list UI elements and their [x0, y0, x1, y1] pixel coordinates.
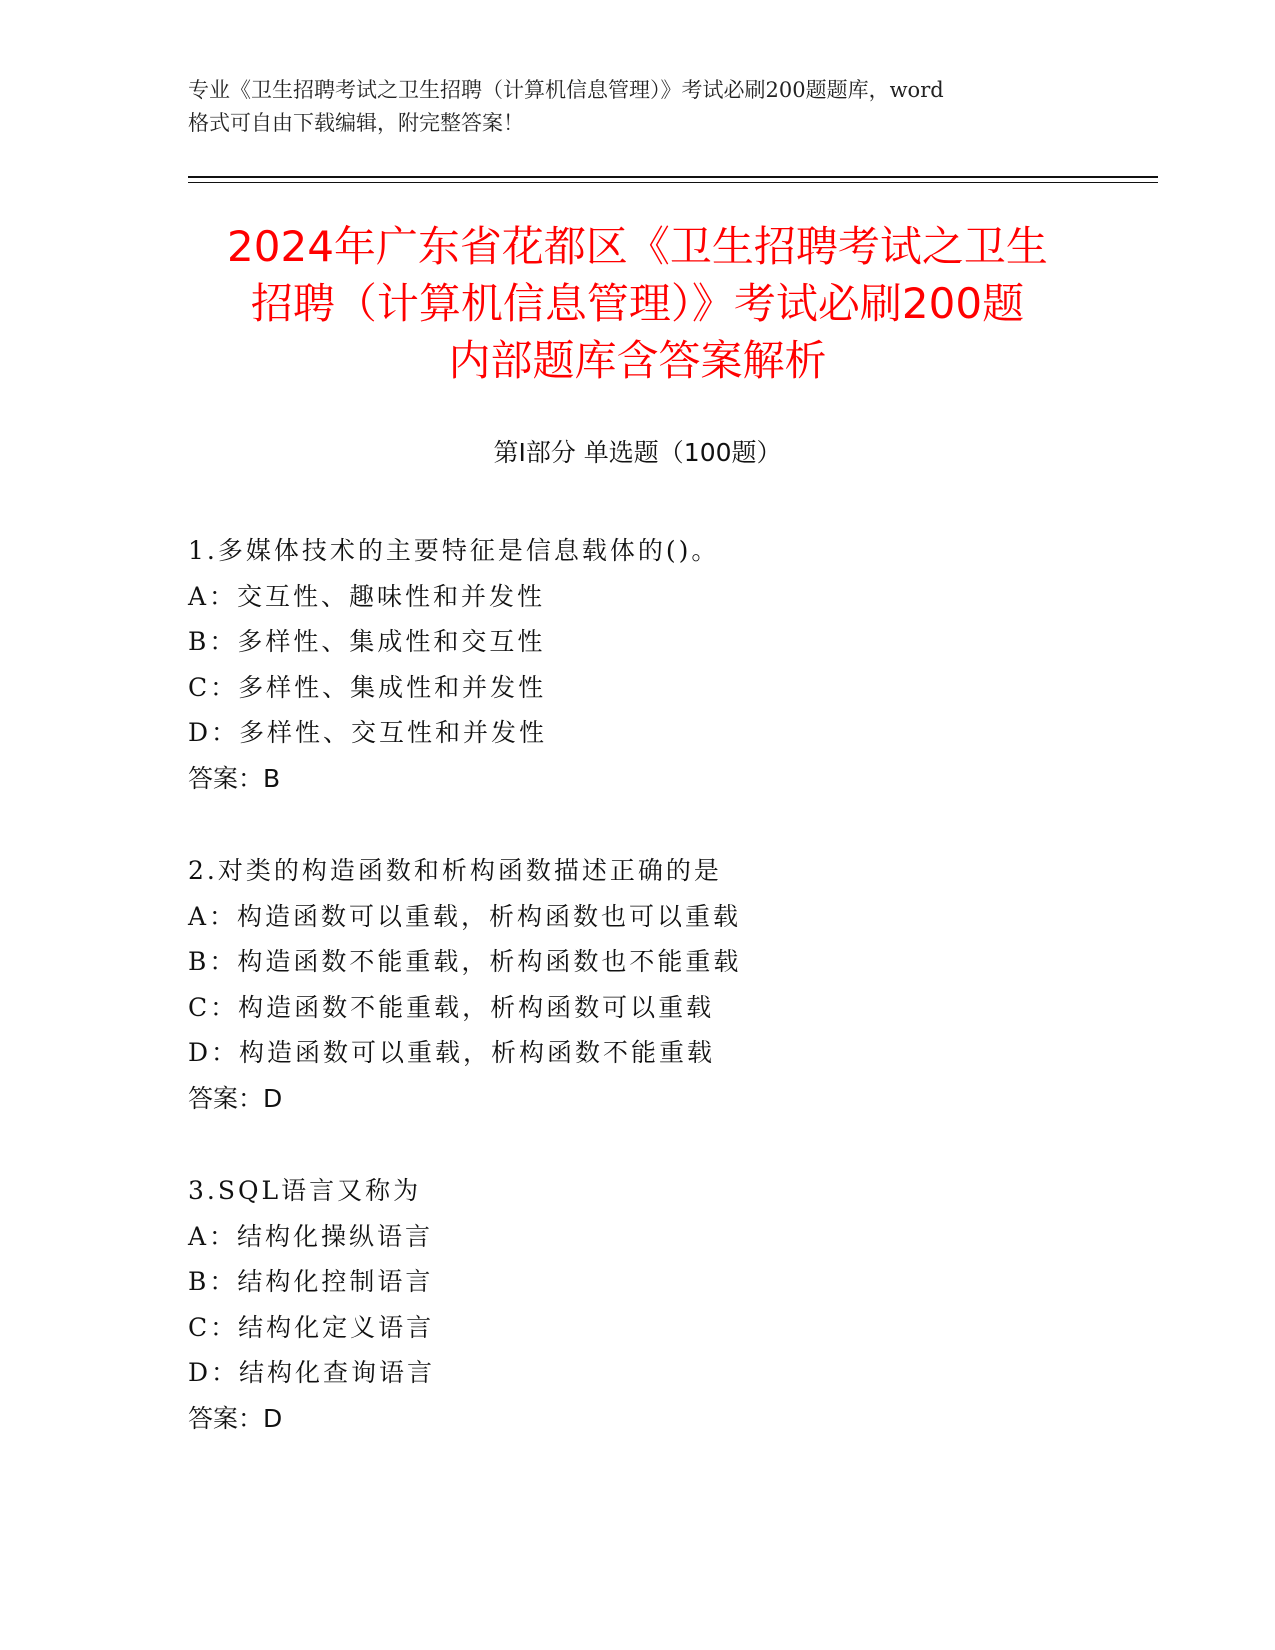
option-a: A：构造函数可以重载，析构函数也可以重载: [188, 901, 742, 931]
option-d: D：多样性、交互性和并发性: [188, 718, 548, 747]
title-line-2: 招聘（计算机信息管理）》考试必刷200题: [250, 279, 1025, 328]
header-divider-thick: [188, 176, 1158, 178]
title-line-3: 内部题库含答案解析: [448, 336, 827, 385]
header-note: [188, 74, 1088, 140]
answer-line: 答案：B: [188, 763, 281, 793]
option-b: B：多样性、集成性和交互性: [188, 627, 546, 656]
option-c: C：多样性、集成性和并发性: [188, 672, 547, 702]
title-line-1: 2024年广东省花都区《卫生招聘考试之卫生: [227, 222, 1048, 271]
option-d: D：构造函数可以重载，析构函数不能重载: [188, 1038, 716, 1067]
header-divider-thin: [188, 182, 1158, 183]
header-note-line-2: 格式可自由下载编辑，附完整答案！: [188, 111, 524, 135]
option-d: D：结构化查询语言: [188, 1358, 436, 1387]
header-note-line-1: 专业《卫生招聘考试之卫生招聘（计算机信息管理）》考试必刷200题题库，word: [188, 78, 944, 102]
question-item: [188, 848, 1088, 1121]
question-stem: 1.多媒体技术的主要特征是信息载体的()。: [188, 536, 720, 565]
option-c: C：结构化定义语言: [188, 1312, 435, 1342]
document-title: [150, 218, 1125, 389]
section-heading: 第Ⅰ部分 单选题（100题）: [493, 438, 782, 467]
answer-line: 答案：D: [188, 1083, 283, 1113]
option-a: A：结构化操纵语言: [188, 1221, 434, 1251]
question-stem: 2.对类的构造函数和析构函数描述正确的是: [188, 856, 722, 885]
answer-line: 答案：D: [188, 1403, 283, 1433]
option-b: B：构造函数不能重载，析构函数也不能重载: [188, 947, 742, 976]
question-item: [188, 528, 1088, 801]
question-item: [188, 1168, 1088, 1441]
option-a: A：交互性、趣味性和并发性: [188, 581, 546, 611]
question-stem: 3.SQL语言又称为: [188, 1176, 422, 1205]
option-b: B：结构化控制语言: [188, 1267, 434, 1296]
option-c: C：构造函数不能重载，析构函数可以重载: [188, 992, 715, 1022]
